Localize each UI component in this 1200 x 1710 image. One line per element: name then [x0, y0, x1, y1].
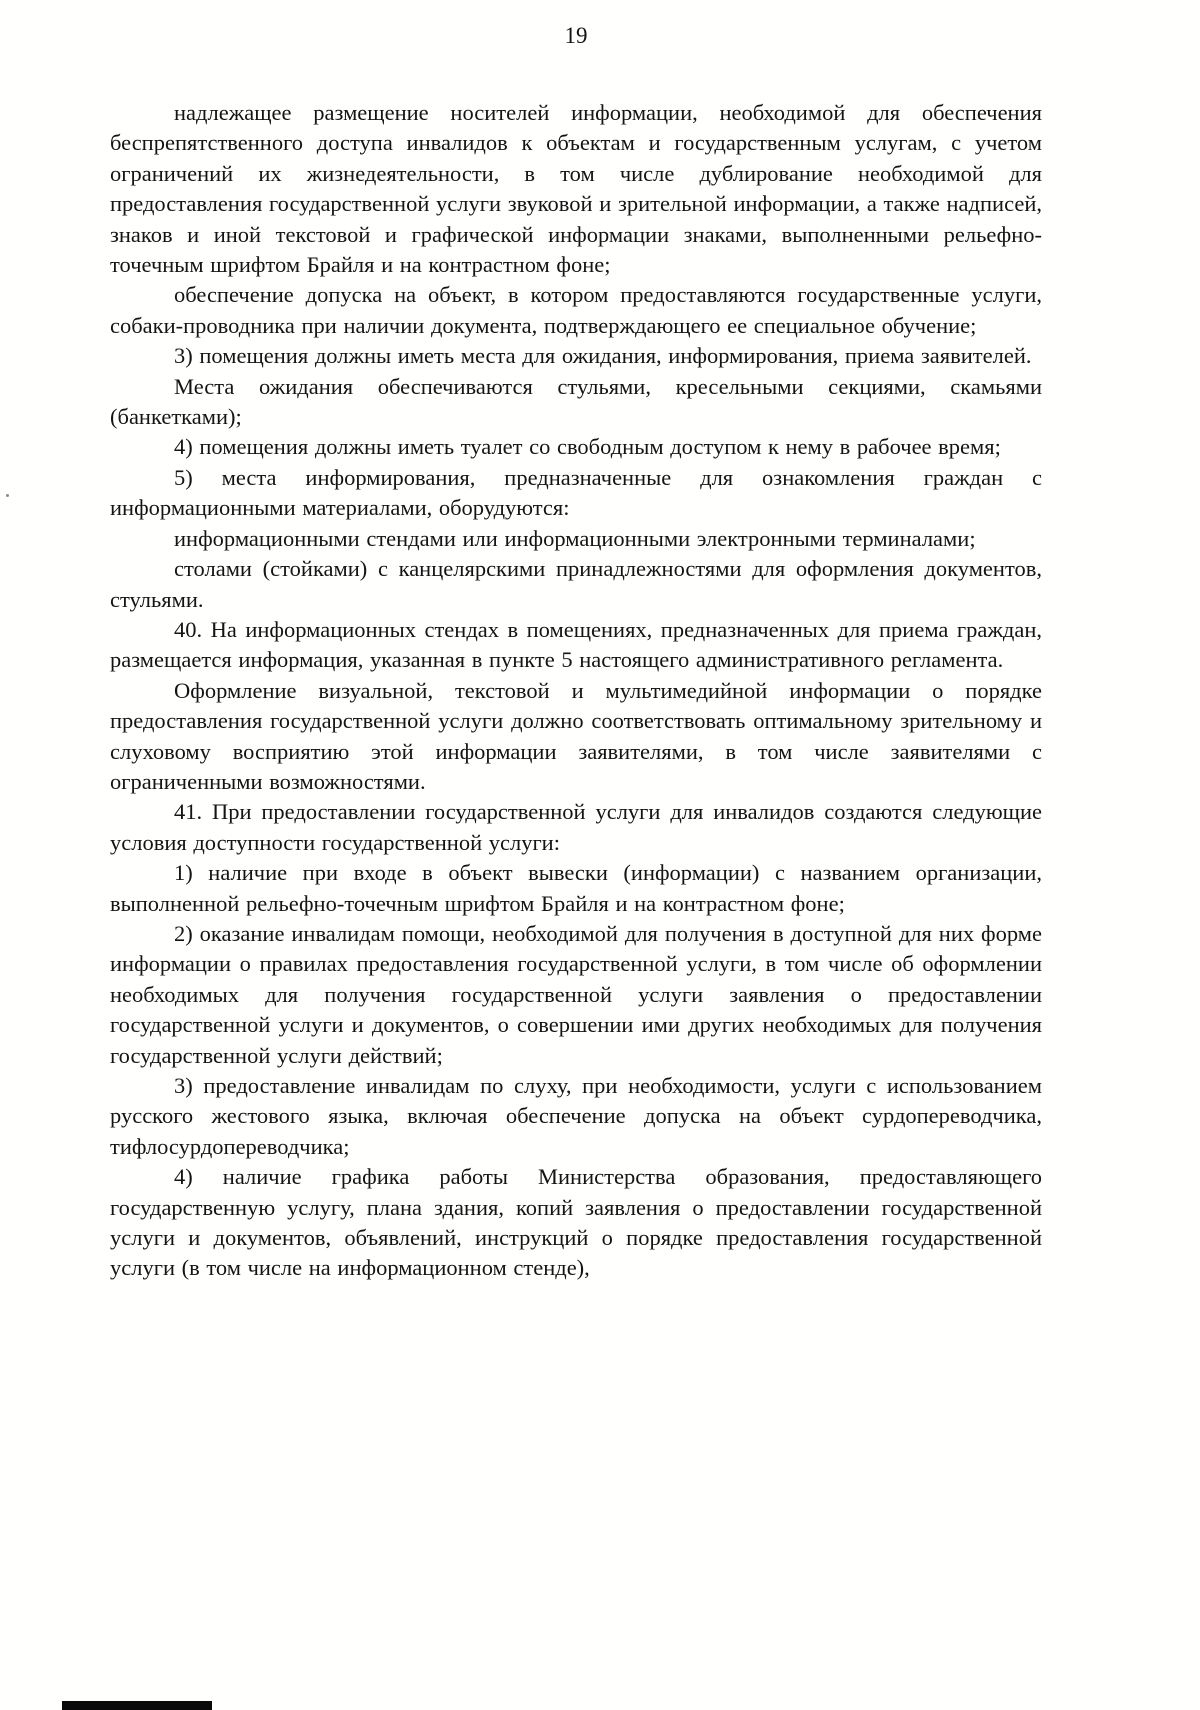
paragraph: Оформление визуальной, текстовой и мультимедийной информации о порядке предоставления государственной услуги должно соответствовать оптимальному зрительному и слуховому восприятию этой информации заявителями, в том числе заявителями с ограниченными возможностями. [110, 677, 1042, 794]
paragraph: 1) наличие при входе в объект вывески (информации) с названием организации, выполненной рельефно-точечным шрифтом Брайля и на контрастном фоне; [110, 860, 1042, 916]
paragraph: 5) места информирования, предназначенные для ознакомления граждан с информационными материалами, оборудуются: [110, 464, 1042, 521]
document-body [110, 98, 1042, 1284]
scan-speck [6, 494, 9, 497]
paragraph: 40. На информационных стендах в помещениях, предназначенных для приема граждан, размещается информация, указанная в пункте 5 настоящего административного регламента. [110, 616, 1042, 673]
scan-artifact-bar [62, 1701, 212, 1710]
paragraph: 4) помещения должны иметь туалет со свободным доступом к нему в рабочее время; [174, 434, 1001, 460]
paragraph: 41. При предоставлении государственной услуги для инвалидов создаются следующие условия доступности государственной услуги: [110, 799, 1042, 855]
paragraph: Места ожидания обеспечиваются стульями, кресельными секциями, скамьями (банкетками); [110, 373, 1042, 430]
paragraph: 3) предоставление инвалидам по слуху, при необходимости, услуги с использованием русского жестового языка, включая обеспечение допуска на объект сурдопереводчика, тифлосурдопереводчика; [110, 1073, 1042, 1159]
paragraph: информационными стендами или информационными электронными терминалами; [174, 525, 976, 551]
paragraph: столами (стойками) с канцелярскими принадлежностями для оформления документов, стульями. [110, 556, 1042, 612]
paragraph: надлежащее размещение носителей информации, необходимой для обеспечения беспрепятственного доступа инвалидов к объектам и государственным услугам, с учетом ограничений их жизнедеятельности, в том числе дублирование необходимой для предоставления государственной услуги звуковой и зрительной информации, а также надписей, знаков и иной текстовой и графической информации знаками, выполненными рельефно-точечным шрифтом Брайля и на контрастном фоне; [110, 100, 1042, 278]
paragraph: 2) оказание инвалидам помощи, необходимой для получения в доступной для них форме информации о правилах предоставления государственной услуги, в том числе об оформлении необходимых для получения государственной услуги заявления о предоставлении государственной услуги и документов, о совершении ими других необходимых для получения государственной услуги действий; [110, 920, 1042, 1068]
paragraph: обеспечение допуска на объект, в котором предоставляются государственные услуги, собаки-проводника при наличии документа, подтверждающего ее специальное обучение; [110, 282, 1042, 338]
paragraph: 4) наличие графика работы Министерства образования, предоставляющего государственную услугу, плана здания, копий заявления о предоставлении государственной услуги и документов, объявлений, инструкций о порядке предоставления государственной услуги (в том числе на информационном стенде), [110, 1164, 1042, 1281]
paragraph: 3) помещения должны иметь места для ожидания, информирования, приема заявителей. [174, 343, 1032, 369]
page-number: 19 [564, 23, 588, 48]
